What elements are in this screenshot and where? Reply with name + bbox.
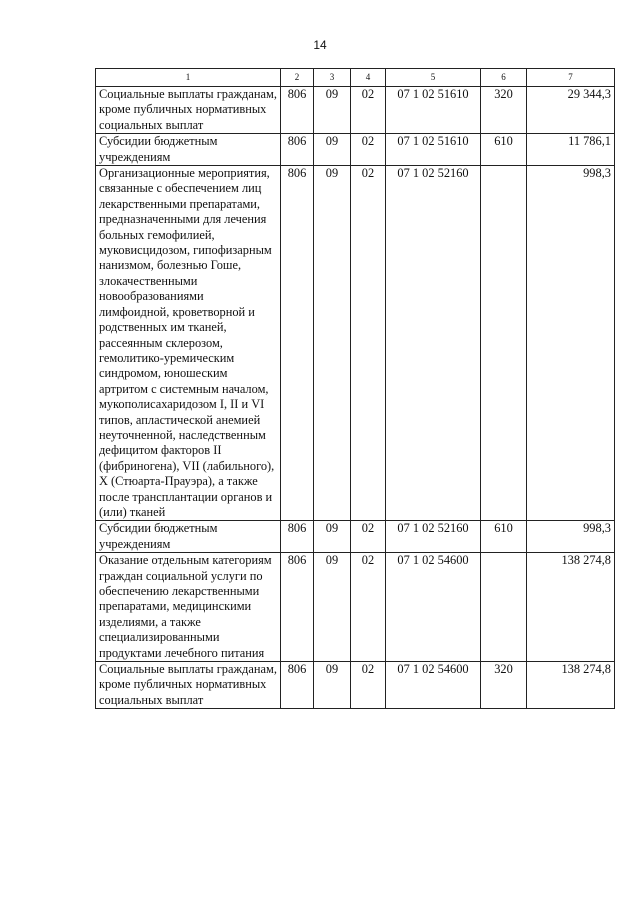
header-col-4: 4	[351, 69, 386, 87]
row-name-cell: Субсидии бюджетным учреждениям	[96, 134, 281, 166]
target-article-cell: 07 1 02 51610	[386, 87, 481, 134]
subsection-cell: 02	[351, 553, 386, 662]
target-article-cell: 07 1 02 52160	[386, 166, 481, 521]
header-col-1: 1	[96, 69, 281, 87]
section-cell: 09	[314, 134, 351, 166]
header-col-2: 2	[281, 69, 314, 87]
amount-cell: 138 274,8	[527, 662, 615, 709]
ministry-code-cell: 806	[281, 134, 314, 166]
section-cell: 09	[314, 662, 351, 709]
header-row	[96, 69, 615, 87]
ministry-code-cell: 806	[281, 662, 314, 709]
target-article-cell: 07 1 02 52160	[386, 521, 481, 553]
header-col-6: 6	[481, 69, 527, 87]
table-row	[96, 134, 615, 166]
table-row	[96, 87, 615, 134]
row-name-cell: Оказание отдельным категориям граждан социальной услуги по обеспечению лекарственными препаратами, медицинскими изделиями, а также специализированными продуктами лечебного питания	[96, 553, 281, 662]
amount-cell: 138 274,8	[527, 553, 615, 662]
section-cell: 09	[314, 87, 351, 134]
section-cell: 09	[314, 521, 351, 553]
header-col-7: 7	[527, 69, 615, 87]
target-article-cell: 07 1 02 51610	[386, 134, 481, 166]
subsection-cell: 02	[351, 87, 386, 134]
subsection-cell: 02	[351, 166, 386, 521]
expense-type-cell: 610	[481, 521, 527, 553]
expense-type-cell: 320	[481, 87, 527, 134]
target-article-cell: 07 1 02 54600	[386, 662, 481, 709]
table-row	[96, 662, 615, 709]
subsection-cell: 02	[351, 134, 386, 166]
expense-type-cell: 320	[481, 662, 527, 709]
header-col-5: 5	[386, 69, 481, 87]
ministry-code-cell: 806	[281, 521, 314, 553]
expense-type-cell: 610	[481, 134, 527, 166]
section-cell: 09	[314, 166, 351, 521]
table-row	[96, 166, 615, 521]
page-number: 14	[313, 38, 327, 52]
target-article-cell: 07 1 02 54600	[386, 553, 481, 662]
subsection-cell: 02	[351, 662, 386, 709]
expense-type-cell	[481, 553, 527, 662]
header-col-3: 3	[314, 69, 351, 87]
row-name-cell: Субсидии бюджетным учреждениям	[96, 521, 281, 553]
amount-cell: 29 344,3	[527, 87, 615, 134]
subsection-cell: 02	[351, 521, 386, 553]
expense-type-cell	[481, 166, 527, 521]
table-row	[96, 553, 615, 662]
row-name-cell: Социальные выплаты гражданам, кроме публичных нормативных социальных выплат	[96, 87, 281, 134]
amount-cell: 998,3	[527, 166, 615, 521]
amount-cell: 998,3	[527, 521, 615, 553]
amount-cell: 11 786,1	[527, 134, 615, 166]
row-name-cell: Социальные выплаты гражданам, кроме публичных нормативных социальных выплат	[96, 662, 281, 709]
ministry-code-cell: 806	[281, 166, 314, 521]
ministry-code-cell: 806	[281, 87, 314, 134]
row-name-cell: Организационные мероприятия, связанные с обеспечением лиц лекарственными препаратами, предназначенными для лечения больных гемофилией, муковисцидозом, гипофизарным нанизмом, болезнью Гоше, злокачественными новообразованиями лимфоидной, кроветворной и родственных им тканей, рассеянным склерозом, гемолитико-уремическим синдромом, юношеским артритом с системным началом, мукополисахаридозом I, II и VI типов, апластической анемией неуточненной, наследственным дефицитом факторов II (фибриногена), VII (лабильного), X (Стюарта-Прауэра), а также после трансплантации органов и (или) тканей	[96, 166, 281, 521]
table-row	[96, 521, 615, 553]
ministry-code-cell: 806	[281, 553, 314, 662]
budget-table	[95, 68, 615, 709]
section-cell: 09	[314, 553, 351, 662]
